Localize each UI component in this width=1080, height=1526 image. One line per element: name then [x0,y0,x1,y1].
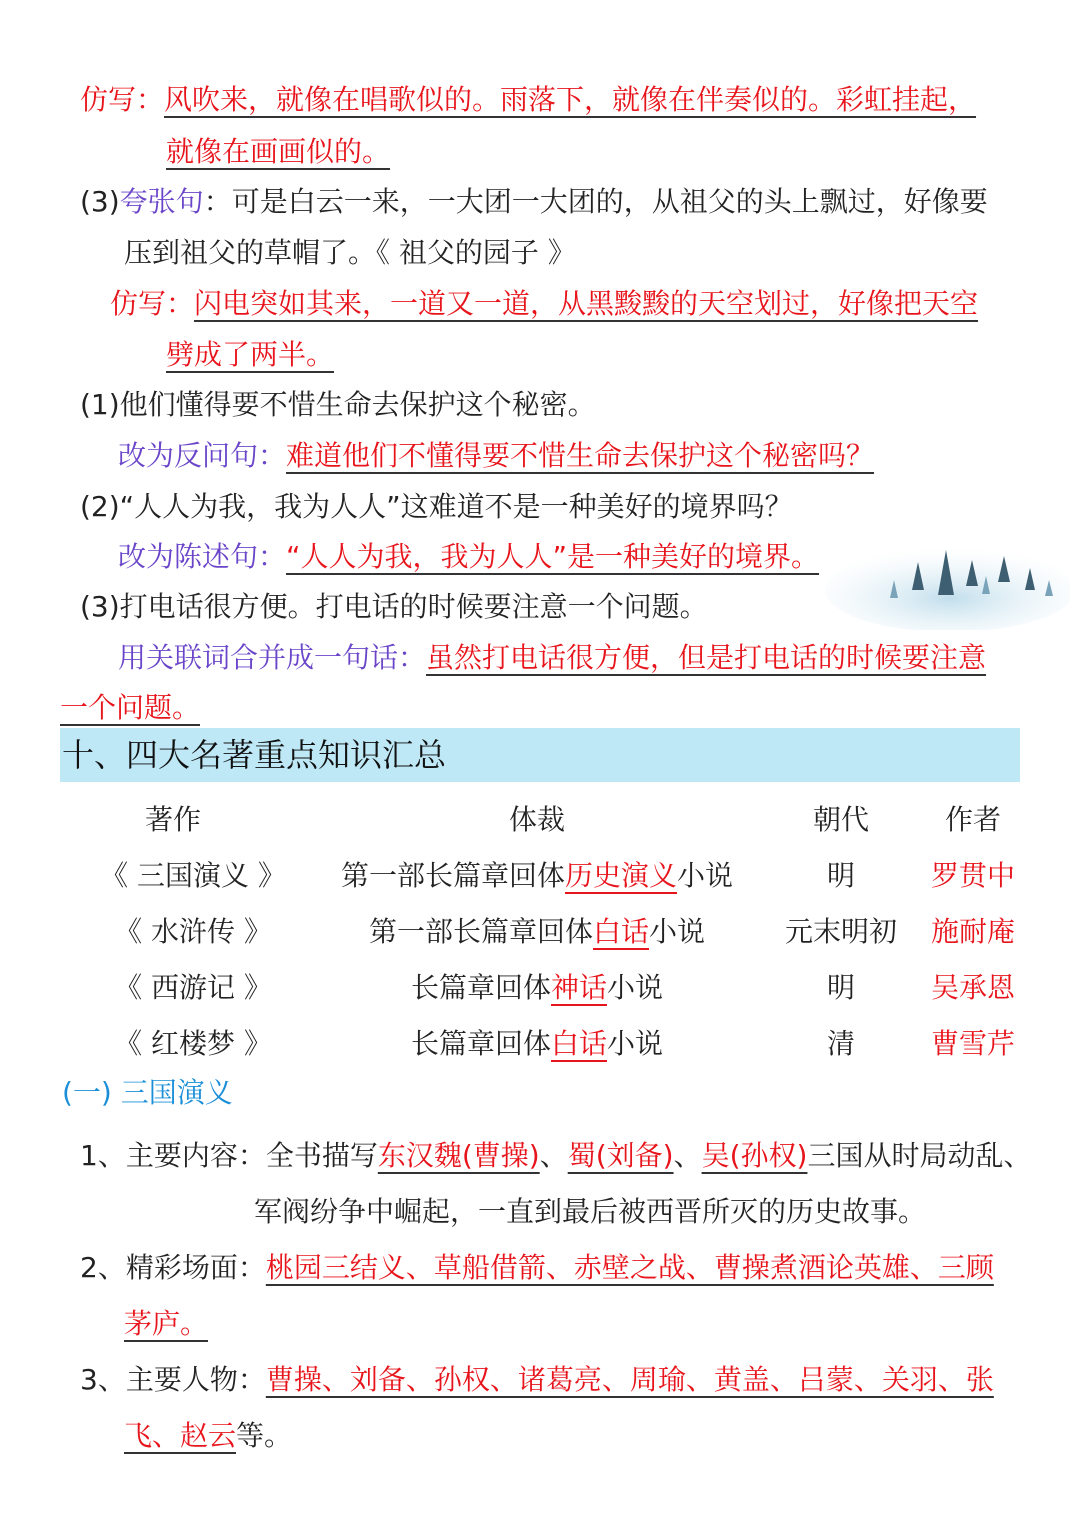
table-cell-work: 《 三国演义 》 [100,859,286,892]
sentence-text: (3)打电话很方便。打电话的时候要注意一个问题。 [80,590,708,623]
answer-text: 难道他们不懂得要不惜生命去保护这个秘密吗？ [286,439,875,472]
table-header-genre: 体裁 [508,803,566,836]
item-3-exaggeration [80,182,988,222]
imitation-answer: 闪电突如其来，一道又一道，从黑黢黢的天空划过，好像把天空 [194,287,979,320]
task-label: 改为反问句： [118,439,287,472]
table-cell-genre: 长篇章回体白话小说 [410,1027,664,1060]
imitation-label: 仿写： [110,287,195,320]
table-cell-genre: 第一部长篇章回体白话小说 [368,915,706,948]
imitation-answer: 风吹来，就像在唱歌似的。雨落下，就像在伴奏似的。彩虹挂起， [164,83,977,116]
section-title: 十、四大名著重点知识汇总 [62,736,447,774]
table-header-work: 著作 [144,803,202,836]
table-cell-dynasty: 明 [826,859,856,892]
table-header-dynasty: 朝代 [812,803,870,836]
sentence-text: (2)“人人为我，我为人人”这难道不是一种美好的境界吗？ [80,490,793,523]
item-text: ：可是白云一来，一大团一大团的，从祖父的头上飘过，好像要 [203,185,988,218]
sanguo-characters [80,1360,994,1400]
imitation-answer: 劈成了两半。 [166,338,335,371]
sentence-2-answer [118,537,819,577]
item-text: 压到祖父的草帽了。《 祖父的园子 》 [124,236,576,269]
table-cell-author: 施耐庵 [930,915,1016,948]
table-cell-work: 《 红楼梦 》 [114,1027,272,1060]
sanguo-main-content: 1、主要内容：全书描写东汉魏(曹操)、蜀(刘备)、吴(孙权)三国从时局动乱、 [80,1139,1032,1172]
point-label: 2、精彩场面： [80,1251,266,1284]
table-header-author: 作者 [944,803,1002,836]
keyword: 吴(孙权) [701,1139,808,1172]
keyword: 蜀(刘备) [567,1139,674,1172]
sentence-3-answer [118,638,986,678]
sentence-text: (1)他们懂得要不惜生命去保护这个秘密。 [80,388,596,421]
table-cell-dynasty: 清 [826,1027,856,1060]
table-cell-author: 罗贯中 [930,859,1016,892]
imitation-1 [80,80,976,120]
imitation-2 [110,284,978,324]
point-label: 3、主要人物： [80,1363,266,1396]
table-cell-dynasty: 元末明初 [784,915,898,948]
misty-forest-decoration [820,520,1070,630]
sentence-3 [80,587,708,627]
table-cell-genre: 第一部长篇章回体历史演义小说 [340,859,734,892]
point-label: 1、主要内容：全书描写 [80,1139,378,1172]
sentence-2 [80,487,793,527]
table-cell-work: 《 水浒传 》 [114,915,272,948]
answer-text: “人人为我，我为人人”是一种美好的境界。 [286,540,820,573]
item-number: (3) [80,185,120,218]
imitation-2-cont [166,335,334,375]
item-label: 夸张句 [119,185,204,218]
table-cell-genre: 长篇章回体神话小说 [410,971,664,1004]
table-cell-dynasty: 明 [826,971,856,1004]
answer-text: 飞、赵云 [124,1419,237,1452]
answer-text: 一个问题。 [60,691,201,724]
sentence-1 [80,385,596,425]
task-label: 用关联词合并成一句话： [118,641,427,674]
subsection-title: (一) 三国演义 [62,1076,233,1109]
task-label: 改为陈述句： [118,540,287,573]
sentence-3-answer-cont [60,688,200,728]
table-cell-author: 吴承恩 [930,971,1016,1004]
table-cell-work: 《 西游记 》 [114,971,272,1004]
imitation-answer: 就像在画画似的。 [166,135,391,168]
sanguo-scenes-cont [124,1304,208,1344]
imitation-1-cont [166,132,390,172]
answer-text: 桃园三结义、草船借箭、赤壁之战、曹操煮酒论英雄、三顾 [265,1251,994,1284]
table-cell-author: 曹雪芹 [930,1027,1016,1060]
sanguo-scenes [80,1248,994,1288]
sentence-1-answer [118,436,874,476]
keyword: 东汉魏(曹操) [377,1139,540,1172]
answer-text: 虽然打电话很方便，但是打电话的时候要注意 [426,641,987,674]
answer-text: 曹操、刘备、孙权、诸葛亮、周瑜、黄盖、吕蒙、关羽、张 [265,1363,994,1396]
answer-text: 茅庐。 [124,1307,209,1340]
sanguo-characters-cont: 飞、赵云等。 [124,1419,293,1452]
item-3-cont [124,233,576,273]
imitation-label: 仿写： [80,83,165,116]
sanguo-main-content-cont: 军阀纷争中崛起，一直到最后被西晋所灭的历史故事。 [254,1195,927,1228]
